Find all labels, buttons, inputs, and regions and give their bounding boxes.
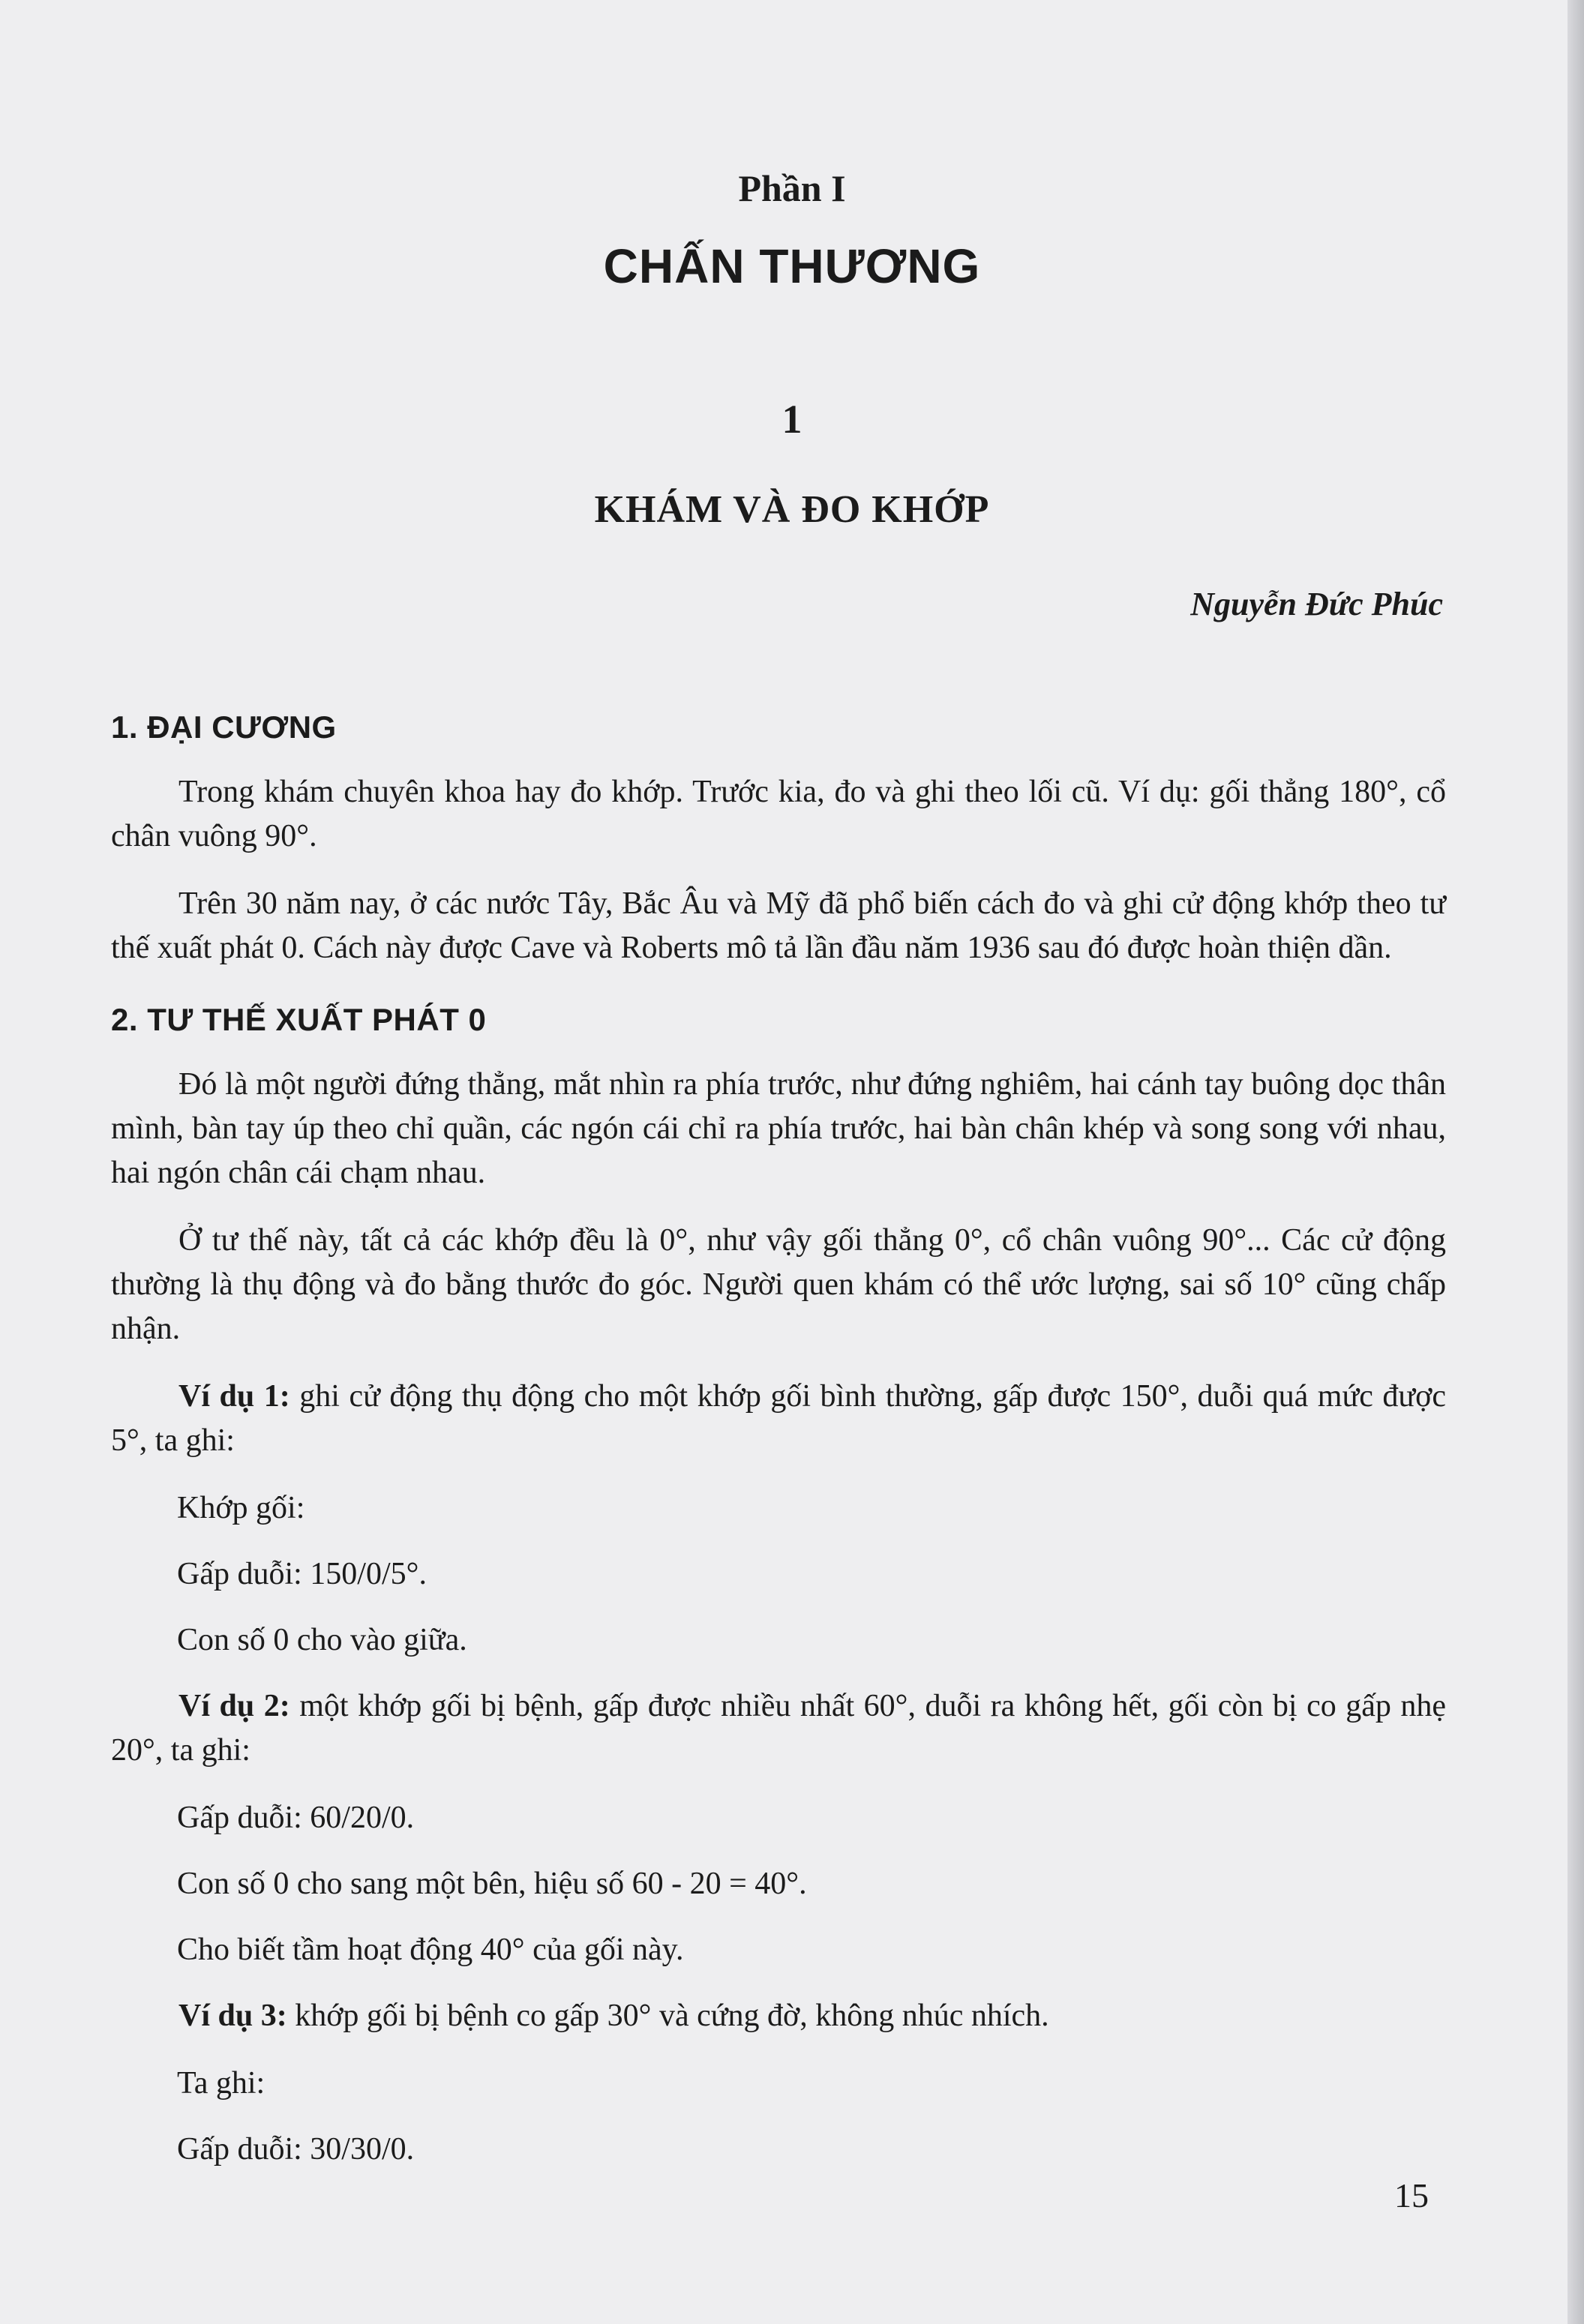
example-paragraph bbox=[111, 1684, 1446, 1773]
example-label: Ví dụ 3: bbox=[178, 1999, 287, 2033]
body-text bbox=[111, 705, 1446, 2194]
chapter-number: 1 bbox=[782, 397, 802, 442]
example-label: Ví dụ 2: bbox=[178, 1689, 290, 1723]
paragraph: Trong khám chuyên khoa hay đo khớp. Trước kia, đo và ghi theo lối cũ. Ví dụ: gối thẳng 180°, cổ chân vuông 90°. bbox=[111, 775, 1446, 853]
chapter-title: KHÁM VÀ ĐO KHỚP bbox=[594, 488, 990, 531]
notation-line: Gấp duỗi: 150/0/5°. bbox=[177, 1557, 427, 1591]
example-paragraph bbox=[111, 1375, 1446, 1463]
paragraph: Trên 30 năm nay, ở các nước Tây, Bắc Âu và Mỹ đã phổ biến cách đo và ghi cử động khớp theo tư thế xuất phát 0. Cách này được Cave và Roberts mô tả lần đầu năm 1936 sau đó được hoàn thiện dần. bbox=[111, 886, 1446, 965]
paragraph: Ở tư thế này, tất cả các khớp đều là 0°, như vậy gối thẳng 0°, cổ chân vuông 90°... Các cử động thường là thụ động và đo bằng thước đo góc. Người quen khám có thể ước lượng, sai số 10° cũng chấp nhận. bbox=[111, 1223, 1446, 1346]
notation-line: Con số 0 cho vào giữa. bbox=[177, 1623, 467, 1657]
example-text: ghi cử động thụ động cho một khớp gối bình thường, gấp được 150°, duỗi quá mức được 5°, ta ghi: bbox=[111, 1379, 1447, 1458]
notation-line: Ta ghi: bbox=[177, 2066, 266, 2101]
example-text: một khớp gối bị bệnh, gấp được nhiều nhất 60°, duỗi ra không hết, gối còn bị co gấp nhẹ 20°, ta ghi: bbox=[111, 1689, 1447, 1768]
section-heading-zero-position: 2. TƯ THẾ XUẤT PHÁT 0 bbox=[111, 1002, 487, 1037]
notation-line: Con số 0 cho sang một bên, hiệu số 60 - 20 = 40°. bbox=[177, 1867, 807, 1901]
notation-line: Khớp gối: bbox=[177, 1491, 305, 1525]
author-name: Nguyễn Đức Phúc bbox=[1190, 586, 1443, 622]
example-label: Ví dụ 1: bbox=[178, 1379, 290, 1414]
part-title: CHẤN THƯƠNG bbox=[603, 239, 981, 293]
part-label: Phần I bbox=[738, 167, 846, 209]
example-text: khớp gối bị bệnh co gấp 30° và cứng đờ, không nhúc nhích. bbox=[286, 1999, 1049, 2033]
paragraph: Đó là một người đứng thẳng, mắt nhìn ra phía trước, như đứng nghiêm, hai cánh tay buông dọc thân mình, bàn tay úp theo chỉ quần, các ngón cái chỉ ra phía trước, hai bàn chân khép và song song với nhau, hai ngón chân cái chạm nhau. bbox=[111, 1067, 1446, 1190]
notation-line: Gấp duỗi: 30/30/0. bbox=[177, 2132, 415, 2167]
example-paragraph bbox=[111, 1994, 1446, 2038]
page-edge-shadow bbox=[1568, 0, 1584, 2324]
notation-line: Cho biết tầm hoạt động 40° của gối này. bbox=[177, 1933, 684, 1967]
page-number: 15 bbox=[1394, 2176, 1429, 2215]
section-heading-general: 1. ĐẠI CƯƠNG bbox=[111, 709, 337, 745]
notation-line: Gấp duỗi: 60/20/0. bbox=[177, 1801, 415, 1835]
